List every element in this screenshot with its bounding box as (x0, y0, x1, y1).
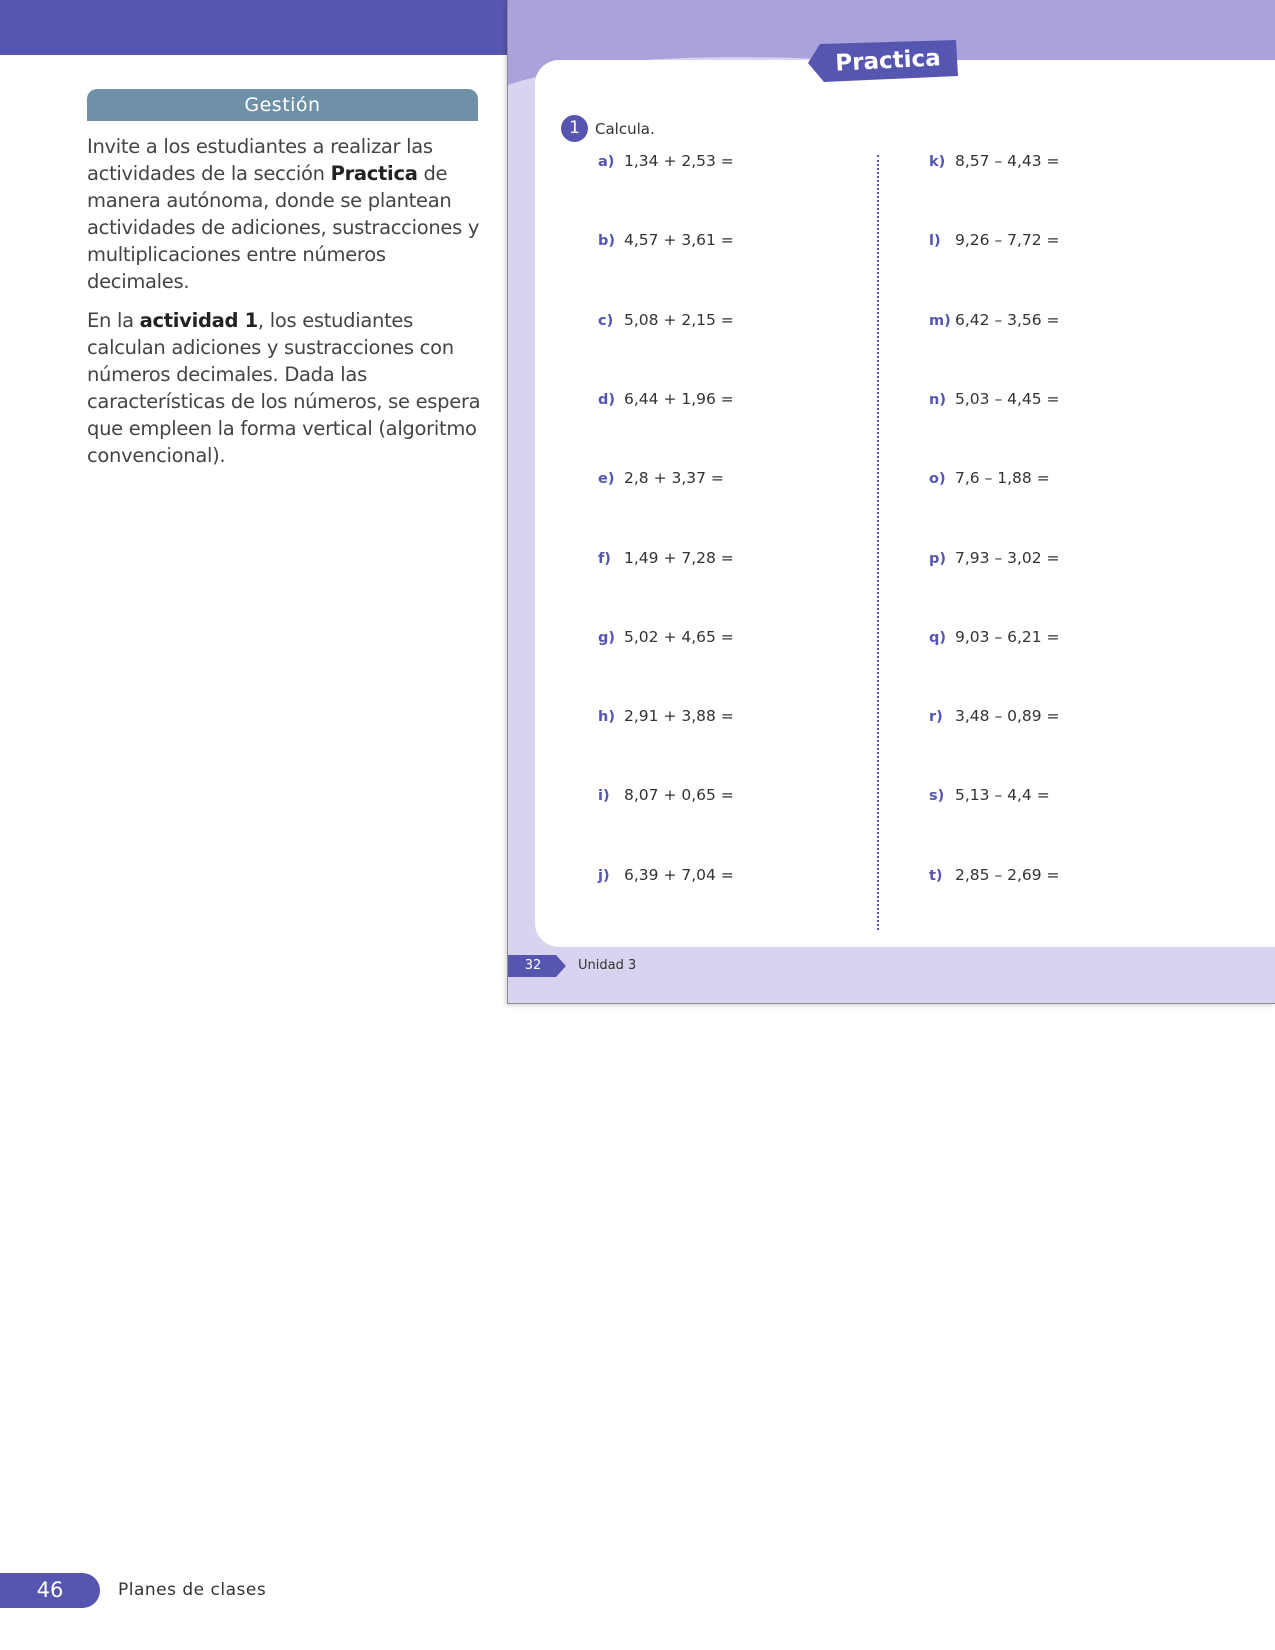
exercise-expression: 5,02 + 4,65 = (624, 627, 734, 646)
exercise-letter: i) (598, 788, 610, 805)
exercise-expression: 8,57 – 4,43 = (955, 152, 1060, 170)
exercise-letter: t) (929, 867, 943, 884)
exercise-expression: 7,6 – 1,88 = (955, 469, 1050, 488)
exercise-expression: 6,44 + 1,96 = (624, 389, 734, 408)
exercise-item (929, 549, 1060, 567)
exercise-expression: 2,85 – 2,69 = (955, 865, 1060, 884)
exercise-letter: b) (598, 233, 616, 250)
exercise-item (598, 786, 734, 804)
exercise-letter: g) (598, 629, 616, 646)
exercise-letter: r) (929, 709, 943, 726)
exercise-expression: 2,8 + 3,37 = (624, 469, 724, 488)
exercise-item (929, 707, 1060, 725)
guide-p1-text-c: de manera autónoma, donde se plantean actividades de adiciones, sustracciones y multiplicaciones entre números decimales. (87, 162, 480, 293)
exercise-expression: 3,48 – 0,89 = (955, 707, 1060, 726)
exercise-letter: c) (598, 312, 614, 329)
student-book-page (507, 0, 1275, 1004)
column-divider (877, 155, 879, 930)
book-unit-label: Unidad 3 (578, 958, 637, 973)
exercise-item (929, 311, 1060, 329)
exercise-letter: p) (929, 550, 947, 567)
guide-p1-bold: Practica (330, 162, 418, 185)
exercise-expression: 7,93 – 3,02 = (955, 548, 1060, 567)
footer-label: Planes de clases (118, 1580, 267, 1600)
exercise-expression: 1,34 + 2,53 = (624, 152, 734, 170)
exercise-item (598, 707, 734, 725)
guide-p2-text-c: , los estudiantes calculan adiciones y sustracciones con números decimales. Dada las características de los números, se espera que empleen la forma vertical (algoritmo convencional). (87, 309, 481, 467)
guide-p2-bold: actividad 1 (139, 309, 258, 332)
exercise-item (598, 231, 734, 249)
exercise-item (929, 231, 1060, 249)
exercise-expression: 6,39 + 7,04 = (624, 865, 734, 884)
exercise-item (598, 152, 734, 170)
practica-section-label: Practica (834, 45, 942, 77)
exercise-item (598, 311, 734, 329)
guide-p1-text-a: Invite a los estudiantes a realizar las actividades de la sección (87, 135, 433, 185)
exercise-expression: 1,49 + 7,28 = (624, 548, 734, 567)
exercise-letter: s) (929, 788, 945, 805)
guide-p2-text-a: En la (87, 309, 140, 332)
exercise-letter: o) (929, 471, 946, 488)
exercise-expression: 5,13 – 4,4 = (955, 786, 1050, 805)
book-page-number: 32 (524, 958, 542, 973)
exercise-expression: 5,03 – 4,45 = (955, 389, 1060, 408)
activity-number-badge: 1 (561, 115, 588, 142)
gestion-header: Gestión (87, 89, 478, 121)
activity-instruction: Calcula. (595, 120, 655, 138)
footer-page-number: 46 (0, 1573, 100, 1608)
exercise-item (598, 469, 724, 487)
exercise-letter: h) (598, 709, 615, 726)
exercise-letter: a) (598, 154, 615, 170)
exercise-letter: m) (929, 312, 951, 329)
exercise-expression: 2,91 + 3,88 = (624, 707, 734, 726)
exercise-expression: 9,26 – 7,72 = (955, 231, 1060, 250)
exercise-item (598, 866, 734, 884)
top-color-band (0, 0, 510, 55)
book-content-area (535, 60, 1275, 947)
exercise-expression: 9,03 – 6,21 = (955, 627, 1060, 646)
exercise-letter: e) (598, 471, 615, 488)
exercise-item (598, 390, 734, 408)
exercise-letter: k) (929, 154, 946, 170)
exercise-expression: 5,08 + 2,15 = (624, 310, 734, 329)
guide-text (87, 133, 487, 481)
exercise-letter: q) (929, 629, 947, 646)
guide-paragraph-1 (87, 133, 487, 295)
exercise-letter: j) (598, 867, 610, 884)
exercise-item (929, 786, 1050, 804)
exercise-item (929, 866, 1060, 884)
exercise-item (929, 390, 1060, 408)
exercise-letter: l) (929, 233, 941, 250)
exercise-item (929, 469, 1050, 487)
exercise-letter: n) (929, 391, 946, 408)
exercise-expression: 6,42 – 3,56 = (955, 310, 1060, 329)
exercise-letter: d) (598, 391, 616, 408)
exercise-expression: 8,07 + 0,65 = (624, 786, 734, 805)
guide-paragraph-2 (87, 307, 487, 469)
exercise-expression: 4,57 + 3,61 = (624, 231, 734, 250)
exercise-item (598, 549, 734, 567)
exercise-item (598, 628, 734, 646)
exercise-item (929, 152, 1060, 170)
exercise-letter: f) (598, 550, 611, 567)
exercise-item (929, 628, 1060, 646)
